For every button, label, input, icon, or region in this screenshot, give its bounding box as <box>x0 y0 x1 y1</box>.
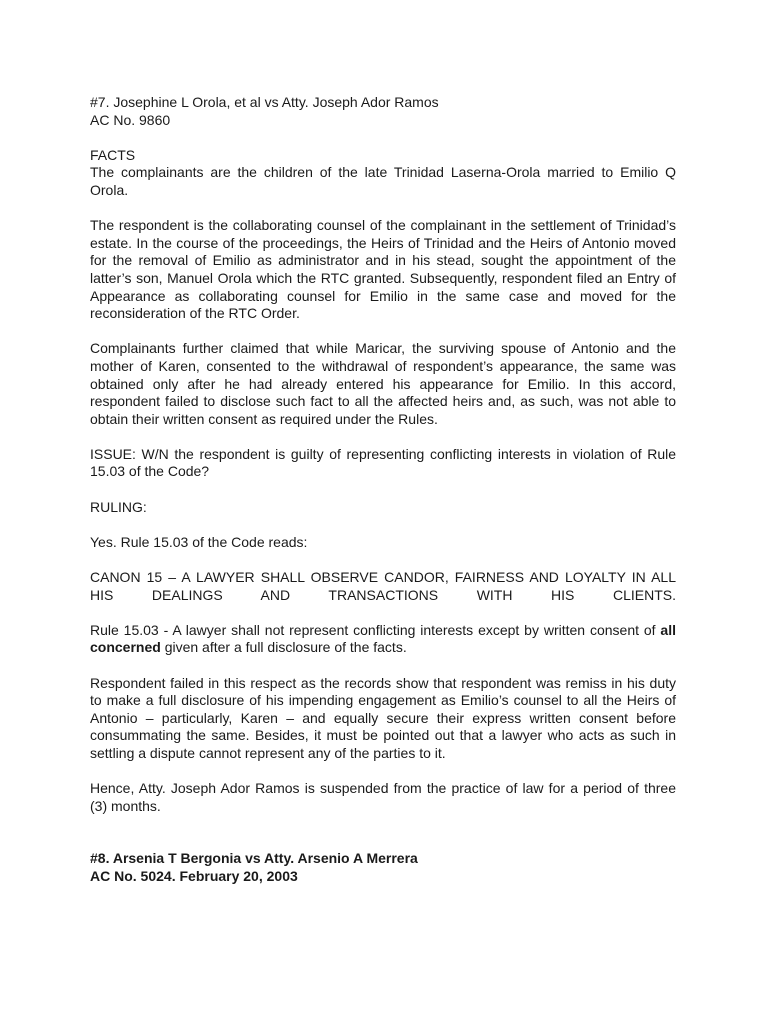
facts-paragraph-1: The complainants are the children of the late Trinidad Laserna-Orola married to Emilio Q Orola. <box>90 164 676 198</box>
spacer <box>90 428 676 446</box>
spacer <box>90 516 676 534</box>
spacer <box>90 323 676 341</box>
facts-paragraph-3: Complainants further claimed that while Maricar, the surviving spouse of Antonio and the mother of Karen, consented to the withdrawal of respondent’s appearance, the same was obtained only after he had already entered his appearance for Emilio. In this accord, respondent failed to disclose such fact to all the affected heirs and, as such, was not able to obtain their written consent as required under the Rules. <box>90 340 676 427</box>
spacer <box>90 481 676 499</box>
spacer <box>90 657 676 675</box>
rule-text-tail: given after a full disclosure of the facts. <box>160 639 407 656</box>
ruling-paragraph-2: Hence, Atty. Joseph Ador Ramos is suspended from the practice of law for a period of three (3) months. <box>90 780 676 814</box>
ruling-heading: RULING: <box>90 498 147 515</box>
case-8-ac-number: AC No. 5024. February 20, 2003 <box>90 867 298 884</box>
rule-text-lead: Rule 15.03 - A lawyer shall not represent conflicting interests except by written consent of <box>90 621 661 638</box>
facts-paragraph-2: The respondent is the collaborating counsel of the complainant in the settlement of Trinidad’s estate. In the course of the proceedings, the Heirs of Trinidad and the Heirs of Antonio moved for the removal of Emilio as administrator and in his stead, sought the appointment of the latter’s son, Manuel Orola which the RTC granted. Subsequently, respondent filed an Entry of Appearance as collaborating counsel for Emilio in the same case and moved for the reconsideration of the RTC Order. <box>90 217 676 322</box>
document-body <box>90 94 676 886</box>
facts-heading: FACTS <box>90 146 136 163</box>
spacer <box>90 551 676 569</box>
ruling-intro: Yes. Rule 15.03 of the Code reads: <box>90 533 308 550</box>
ruling-paragraph-1: Respondent failed in this respect as the records show that respondent was remiss in his duty to make a full disclosure of his impending engagement as Emilio’s counsel to all the Heirs of Antonio – particularly, Karen – and equally secure their express written consent before consummating the same. Besides, it must be pointed out that a lawyer who acts as such in settling a dispute cannot represent any of the parties to it. <box>90 674 676 761</box>
spacer <box>90 200 676 218</box>
case-7-ac-number: AC No. 9860 <box>90 111 171 128</box>
spacer <box>90 129 676 147</box>
rule-text-emphasis: all concerned <box>90 621 676 656</box>
spacer <box>90 604 676 622</box>
case-8-title: #8. Arsenia T Bergonia vs Atty. Arsenio A Merrera <box>90 850 418 867</box>
issue-paragraph: ISSUE: W/N the respondent is guilty of representing conflicting interests in violation of Rule 15.03 of the Code? <box>90 445 676 480</box>
rule-15-03-text <box>90 622 676 657</box>
spacer <box>90 763 676 781</box>
case-7-title: #7. Josephine L Orola, et al vs Atty. Joseph Ador Ramos <box>90 94 439 110</box>
canon-15-text: CANON 15 – A LAWYER SHALL OBSERVE CANDOR, FAIRNESS AND LOYALTY IN ALL HIS DEALINGS AND TRANSACTIONS WITH HIS CLIENTS. <box>90 569 676 603</box>
spacer <box>90 815 676 850</box>
